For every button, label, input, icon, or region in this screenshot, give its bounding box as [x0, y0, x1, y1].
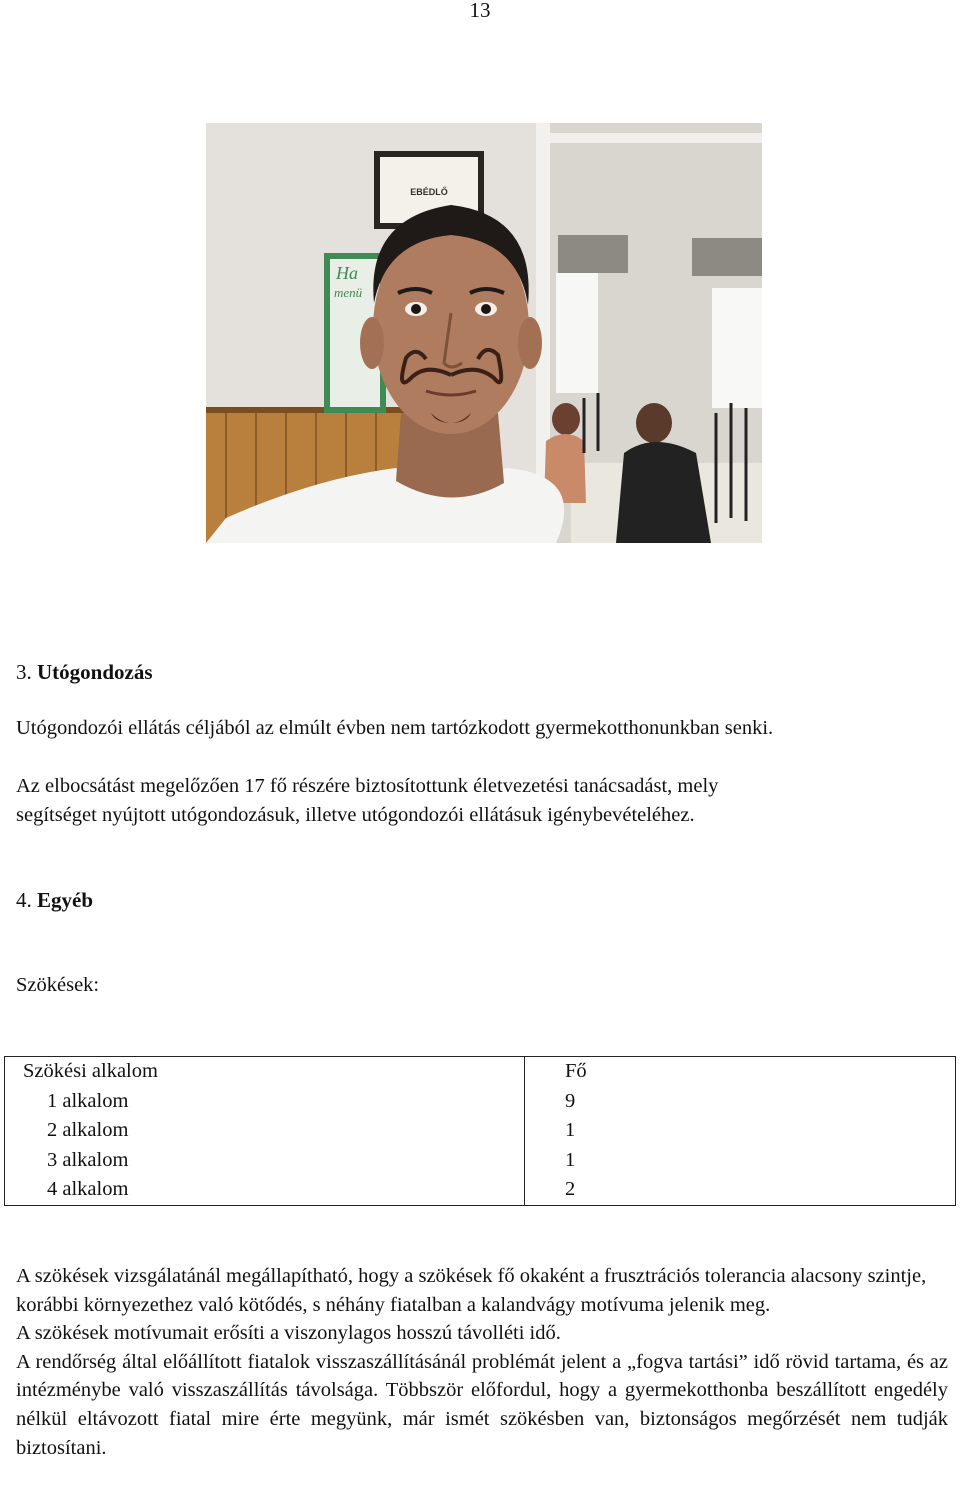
section4-number: 4.	[16, 888, 32, 912]
photo-illustration	[206, 123, 762, 543]
table-cell-count: 1	[525, 1116, 956, 1146]
table-cell-count: 2	[525, 1175, 956, 1206]
table-row	[5, 1175, 956, 1206]
section3-number: 3.	[16, 660, 32, 684]
section3-title: Utógondozás	[37, 660, 153, 684]
table-cell-occasion: 4 alkalom	[5, 1175, 525, 1206]
escapes-table	[4, 1056, 956, 1206]
body-para2: A szökések motívumait erősíti a viszonylagos hosszú távolléti idő.	[16, 1322, 561, 1345]
table-cell-count: 1	[525, 1146, 956, 1176]
section4-title: Egyéb	[37, 888, 94, 912]
table-cell-occasion: 3 alkalom	[5, 1146, 525, 1176]
table-row	[5, 1116, 956, 1146]
table-cell-occasion: 2 alkalom	[5, 1116, 525, 1146]
page-number: 13	[469, 0, 491, 22]
sign-text: EBÉDLŐ	[410, 187, 448, 197]
section3-heading	[16, 658, 153, 686]
body-para3: A rendőrség által előállított fiatalok visszaszállításánál problémát jelent a „fogva tartási” idő rövid tartama, és az intézménybe való visszaszállítás távolsága. Többször előfordul, hogy a gyermekotthonba beszállított engedély nélkül eltávozott fiatal mire érte megyünk, már ismét szökésben van, biztonságos megőrzését nem tudják biztosítani.	[16, 1350, 948, 1459]
escapes-table-wrap	[4, 1056, 956, 1206]
section3-para2	[16, 772, 951, 830]
section3-para2-line1: Az elbocsátást megelőzően 17 fő részére biztosítottunk életvezetési tanácsadást, mely	[16, 775, 719, 797]
poster-text-1: Ha	[336, 263, 358, 283]
table-header-row	[5, 1057, 956, 1087]
table-row	[5, 1087, 956, 1117]
body-para1: A szökések vizsgálatánál megállapítható, hogy a szökések fő okaként a frusztrációs tolerancia alacsony szintje, korábbi környezethez való kötődés, s néhány fiatalban a kalandvágy motívuma jelenik meg.	[16, 1265, 927, 1316]
body-text	[16, 1262, 948, 1462]
table-cell-occasion: 1 alkalom	[5, 1087, 525, 1117]
section3-para1: Utógondozói ellátás céljából az elmúlt évben nem tartózkodott gyermekotthonunkban senki.	[16, 717, 774, 739]
section4-subtitle: Szökések:	[16, 974, 100, 996]
photo	[206, 123, 762, 543]
poster-text-2: menü	[334, 285, 363, 300]
table-row	[5, 1146, 956, 1176]
table-header-count: Fő	[525, 1057, 956, 1087]
section3-para2-line2: segítséget nyújtott utógondozásuk, illetve utógondozói ellátásuk igénybevételéhez.	[16, 804, 695, 826]
section4-heading	[16, 886, 93, 914]
table-cell-count: 9	[525, 1087, 956, 1117]
table-header-occasion: Szökési alkalom	[5, 1057, 525, 1087]
